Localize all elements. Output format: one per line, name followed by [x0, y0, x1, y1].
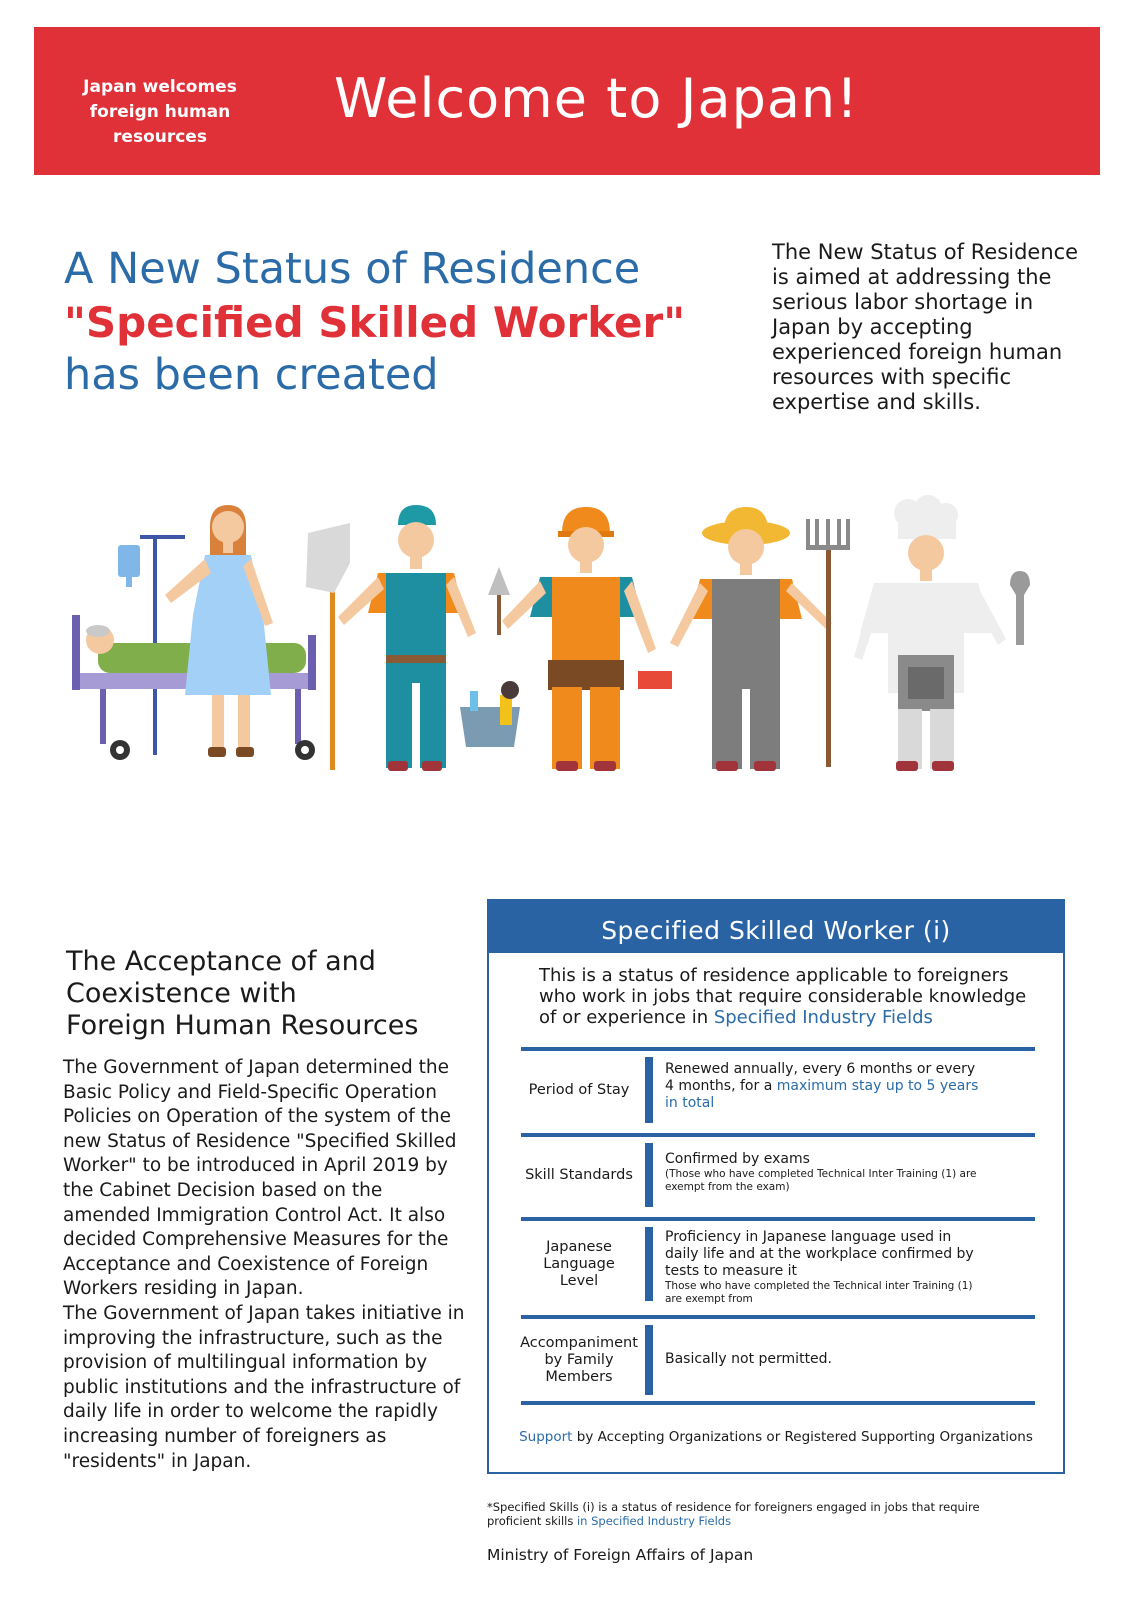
row-value-line: Basically not permitted. [665, 1351, 833, 1367]
row-value-note: are exempt from [665, 1293, 753, 1305]
support-link: Support [519, 1429, 573, 1445]
footnote-highlight: in Specified Industry Fields [576, 1514, 732, 1528]
row-label-text: by Family [544, 1351, 614, 1368]
farmer-icon [670, 507, 850, 771]
intro-text [772, 240, 1092, 415]
panel-desc-line: This is a status of residence applicable to foreigners [539, 965, 1009, 986]
acceptance-body-line: Acceptance and Coexistence of Foreign [63, 1253, 429, 1275]
row-label-accompaniment [509, 1325, 649, 1395]
row-label-text: Period of Stay [528, 1081, 630, 1098]
acceptance-body-line: Policies on Operation of the system of the [63, 1106, 451, 1128]
workers-illustration [60, 495, 1050, 795]
row-value-skill-standards [665, 1151, 1005, 1194]
acceptance-body-line: improving the infrastructure, such as the [63, 1327, 443, 1349]
banner-title: Welcome to Japan! [334, 67, 859, 130]
construction-worker-icon [502, 507, 672, 771]
acceptance-body-line: new Status of Residence "Specified Skilled [63, 1130, 457, 1152]
row-value-note: (Those who have completed Technical Inter Training (1) are [665, 1168, 977, 1180]
row-label-text: Language [543, 1255, 615, 1272]
row-label-text: Skill Standards [525, 1166, 633, 1183]
row-marker [645, 1227, 653, 1301]
headline-line-3: has been created [64, 350, 439, 400]
row-value-line: daily life and at the workplace confirmed by [665, 1246, 974, 1262]
acceptance-body-line: The Government of Japan determined the [63, 1057, 450, 1078]
page-headline [64, 243, 685, 402]
acceptance-title-line: The Acceptance of and [66, 946, 376, 977]
row-label-japanese-language-level [509, 1227, 649, 1301]
intro-line: experienced foreign human [772, 340, 1063, 364]
headline-line-1: A New Status of Residence [64, 244, 641, 294]
row-label-text: Japanese [546, 1238, 612, 1255]
row-label-period-of-stay [509, 1057, 649, 1123]
acceptance-body-line: "residents" in Japan. [63, 1450, 252, 1472]
row-value-highlight: maximum stay up to 5 years [776, 1078, 979, 1094]
panel-desc-text: of or experience in [539, 1007, 714, 1028]
footnote-line [487, 1514, 1007, 1528]
footnote [487, 1500, 1007, 1528]
ministry-credit: Ministry of Foreign Affairs of Japan [487, 1546, 754, 1564]
intro-line: The New Status of Residence [772, 240, 1079, 264]
acceptance-body-line: Worker" to be introduced in April 2019 by [63, 1155, 448, 1177]
row-label-text: Level [559, 1272, 599, 1289]
acceptance-body [63, 1056, 483, 1474]
row-value-highlight: in total [665, 1095, 715, 1111]
acceptance-body-line: decided Comprehensive Measures for the [63, 1229, 449, 1251]
divider [521, 1047, 1035, 1051]
acceptance-body-line: the Cabinet Decision based on the [63, 1179, 383, 1201]
acceptance-body-line: provision of multilingual information by [63, 1352, 428, 1374]
ssw-panel [487, 899, 1065, 1474]
divider [521, 1315, 1035, 1319]
acceptance-body-line: The Government of Japan takes initiative in [63, 1302, 465, 1324]
row-label-skill-standards [509, 1143, 649, 1207]
row-value-accompaniment [665, 1351, 1005, 1368]
acceptance-body-line: daily life in order to welcome the rapidly [63, 1401, 438, 1423]
row-value-note: exempt from the exam) [665, 1181, 790, 1193]
intro-line: Japan by accepting [772, 315, 973, 339]
row-marker [645, 1143, 653, 1207]
panel-desc-highlight: Specified Industry Fields [713, 1007, 933, 1028]
row-value-line: Renewed annually, every 6 months or every [665, 1061, 976, 1077]
intro-line: is aimed at addressing the [772, 265, 1052, 289]
panel-desc-line [539, 1007, 1039, 1028]
acceptance-title [66, 946, 486, 1042]
row-marker [645, 1325, 653, 1395]
divider [521, 1401, 1035, 1405]
cleaner-icon [306, 505, 520, 771]
row-value-text: 4 months, for a [665, 1078, 777, 1094]
row-value-line: Confirmed by exams [665, 1151, 810, 1167]
acceptance-title-line: Foreign Human Resources [66, 1010, 419, 1041]
row-label-text: Members [545, 1368, 613, 1385]
row-value-period-of-stay [665, 1061, 1005, 1112]
footnote-line: *Specified Skills (i) is a status of residence for foreigners engaged in jobs that require [487, 1500, 980, 1514]
row-value-japanese-language-level [665, 1229, 1005, 1306]
row-value-line [665, 1078, 1005, 1095]
banner-subtitle-line: resources [113, 127, 207, 147]
panel-desc-line: who work in jobs that require considerable knowledge [539, 986, 1027, 1007]
acceptance-body-line: increasing number of foreigners as [63, 1425, 387, 1447]
chef-icon [854, 495, 1030, 771]
banner-subtitle [80, 75, 240, 150]
acceptance-body-line: Basic Policy and Field-Specific Operation [63, 1081, 437, 1103]
row-value-line: tests to measure it [665, 1263, 798, 1279]
row-marker [645, 1057, 653, 1123]
ssw-panel-footer [489, 1429, 1063, 1445]
ssw-panel-title: Specified Skilled Worker (i) [489, 901, 1063, 953]
footer-text: by Accepting Organizations or Registered Supporting Organizations [572, 1429, 1033, 1445]
divider [521, 1133, 1035, 1137]
row-label-text: Accompaniment [520, 1334, 638, 1351]
intro-line: resources with specific [772, 365, 1012, 389]
acceptance-body-line: public institutions and the infrastructure of [63, 1376, 461, 1398]
footnote-text: proficient skills [487, 1514, 577, 1528]
acceptance-body-line: Workers residing in Japan. [63, 1278, 304, 1300]
intro-line: serious labor shortage in [772, 290, 1034, 314]
row-value-note: Those who have completed the Technical inter Training (1) [665, 1280, 973, 1292]
header-banner [34, 27, 1100, 175]
acceptance-body-line: amended Immigration Control Act. It also [63, 1204, 446, 1226]
banner-subtitle-line: foreign human [89, 102, 231, 122]
intro-line: expertise and skills. [772, 390, 981, 414]
headline-line-2: "Specified Skilled Worker" [64, 298, 686, 347]
row-value-line: Proficiency in Japanese language used in [665, 1229, 952, 1245]
ssw-panel-description [539, 965, 1039, 1028]
acceptance-title-line: Coexistence with [66, 978, 297, 1009]
divider [521, 1217, 1035, 1221]
banner-subtitle-line: Japan welcomes [83, 77, 237, 97]
nurse-icon [72, 505, 316, 760]
